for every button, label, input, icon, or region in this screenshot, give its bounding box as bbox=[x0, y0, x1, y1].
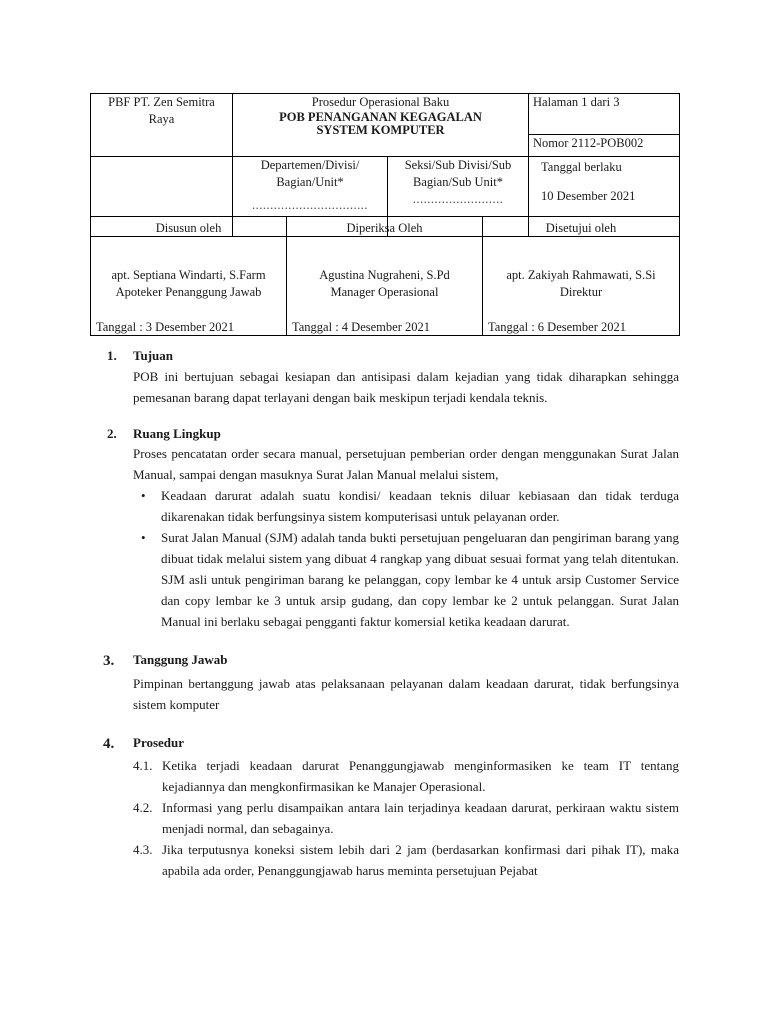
section-text: POB ini bertujuan sebagai kesiapan dan antisipasi dalam kejadian yang tidak diharapkan sehingga pemesanan barang dapat terlayani dengan baik meskipun terjadi kendala teknis. bbox=[133, 368, 679, 405]
procedure-step bbox=[133, 839, 679, 881]
step-number: 4.2. bbox=[133, 800, 153, 815]
section-number: 4. bbox=[103, 735, 115, 752]
section-number: 2. bbox=[107, 425, 117, 441]
approval-table bbox=[90, 216, 680, 336]
document-body bbox=[103, 346, 679, 893]
step-text: Ketika terjadi keadaan darurat Penanggungjawab menginformasiken ke team IT tentang kejadiannya dan mengkonfirmasikan ke Manajer Operasional. bbox=[162, 758, 679, 794]
section-text: Pimpinan bertanggung jawab atas pelaksanaan pelayanan dalam keadaan darurat, tidak berfungsinya sistem komputer bbox=[133, 675, 679, 712]
doc-title-cell bbox=[233, 94, 529, 157]
page-indicator: Halaman 1 dari 3 bbox=[533, 95, 620, 109]
section-title: Prosedur bbox=[133, 734, 185, 750]
section-text: Proses pencatatan order secara manual, persetujuan pemberian order dengan menggunakan Surat Jalan Manual, sampai dengan masuknya Surat Jalan Manual melalui sistem, bbox=[133, 446, 679, 482]
approval-approved bbox=[483, 217, 680, 336]
procedure-step bbox=[133, 797, 679, 839]
procedure-steps bbox=[133, 755, 679, 881]
department-label: Departemen/Divisi/ Bagian/Unit* bbox=[260, 158, 360, 189]
step-text: Jika terputusnya koneksi sistem lebih dari 2 jam (berdasarkan konfirmasi dari pihak IT), maka apabila ada order, Penanggungjawab harus meminta persetujuan Pejabat bbox=[162, 842, 679, 878]
section-blank: ......................... bbox=[412, 191, 504, 206]
number-cell bbox=[529, 135, 680, 157]
approval-role: Disusun oleh bbox=[155, 221, 222, 235]
section-title: Ruang Lingkup bbox=[133, 425, 221, 441]
effective-label: Tanggal berlaku bbox=[541, 160, 622, 174]
approval-position: Apoteker Penanggung Jawab bbox=[115, 284, 262, 299]
step-text: Informasi yang perlu disampaikan antara lain terjadinya keadaan darurat, perkiraan waktu sistem menjadi normal, dan sebagainya. bbox=[162, 800, 679, 836]
approval-prepared bbox=[91, 217, 287, 336]
step-number: 4.3. bbox=[133, 842, 153, 857]
approval-role: Disetujui oleh bbox=[545, 221, 617, 235]
scope-bullet-list bbox=[133, 485, 679, 632]
doc-number: Nomor 2112-POB002 bbox=[533, 136, 644, 150]
doc-title: POB PENANGANAN KEGAGALAN SYSTEM KOMPUTER bbox=[279, 109, 482, 137]
section-tujuan bbox=[107, 346, 679, 408]
approval-name: apt. Zakiyah Rahmawati, S.Si bbox=[506, 268, 656, 282]
section-label: Seksi/Sub Divisi/Sub Bagian/Sub Unit* bbox=[404, 158, 512, 189]
approval-date: Tanggal : 4 Desember 2021 bbox=[292, 320, 430, 334]
section-title: Tanggung Jawab bbox=[133, 652, 228, 667]
step-number: 4.1. bbox=[133, 758, 153, 773]
section-title: Tujuan bbox=[133, 348, 173, 363]
approval-name: Agustina Nugraheni, S.Pd bbox=[319, 268, 450, 282]
section-number: 3. bbox=[103, 653, 115, 669]
section-prosedur bbox=[103, 733, 679, 882]
approval-name: apt. Septiana Windarti, S.Farm bbox=[111, 268, 266, 282]
company-cell bbox=[91, 94, 233, 157]
approval-date: Tanggal : 6 Desember 2021 bbox=[488, 320, 626, 334]
list-item: • Keadaan darurat adalah suatu kondisi/ keadaan teknis diluar kebiasaan dan tidak terduga dikarenakan tidak berfungsinya sistem komputerisasi untuk pelayanan order. bbox=[133, 485, 679, 527]
approval-position: Manager Operasional bbox=[330, 284, 439, 299]
procedure-step bbox=[133, 755, 679, 797]
page-cell bbox=[529, 94, 680, 135]
section-number: 1. bbox=[107, 348, 117, 363]
effective-date: 10 Desember 2021 bbox=[541, 188, 636, 203]
company-name: PBF PT. Zen Semitra Raya bbox=[108, 95, 215, 126]
approval-date: Tanggal : 3 Desember 2021 bbox=[96, 320, 234, 334]
department-blank: ................................ bbox=[252, 197, 368, 212]
section-ruang-lingkup bbox=[107, 424, 679, 633]
approval-position: Direktur bbox=[559, 284, 603, 299]
section-tanggung-jawab bbox=[103, 650, 679, 715]
doc-type: Prosedur Operasional Baku bbox=[311, 95, 450, 109]
list-item: • Surat Jalan Manual (SJM) adalah tanda bukti persetujuan pengeluaran dan pengiriman barang yang dibuat tidak melalui sistem yang dibuat 4 rangkap yang dibuat sesuai format yang telah ditentukan. SJM asli untuk pengiriman barang ke pelanggan, copy lembar ke 4 untuk arsip Customer Service dan copy lembar ke 3 untuk arsip gudang, dan copy lembar ke 2 untuk pelanggan. Surat Jalan Manual ini berlaku sebagai pengganti faktur komersial ketika keadaan darurat. bbox=[133, 527, 679, 632]
approval-checked bbox=[287, 217, 483, 336]
approval-role: Diperiksa Oleh bbox=[346, 221, 423, 235]
